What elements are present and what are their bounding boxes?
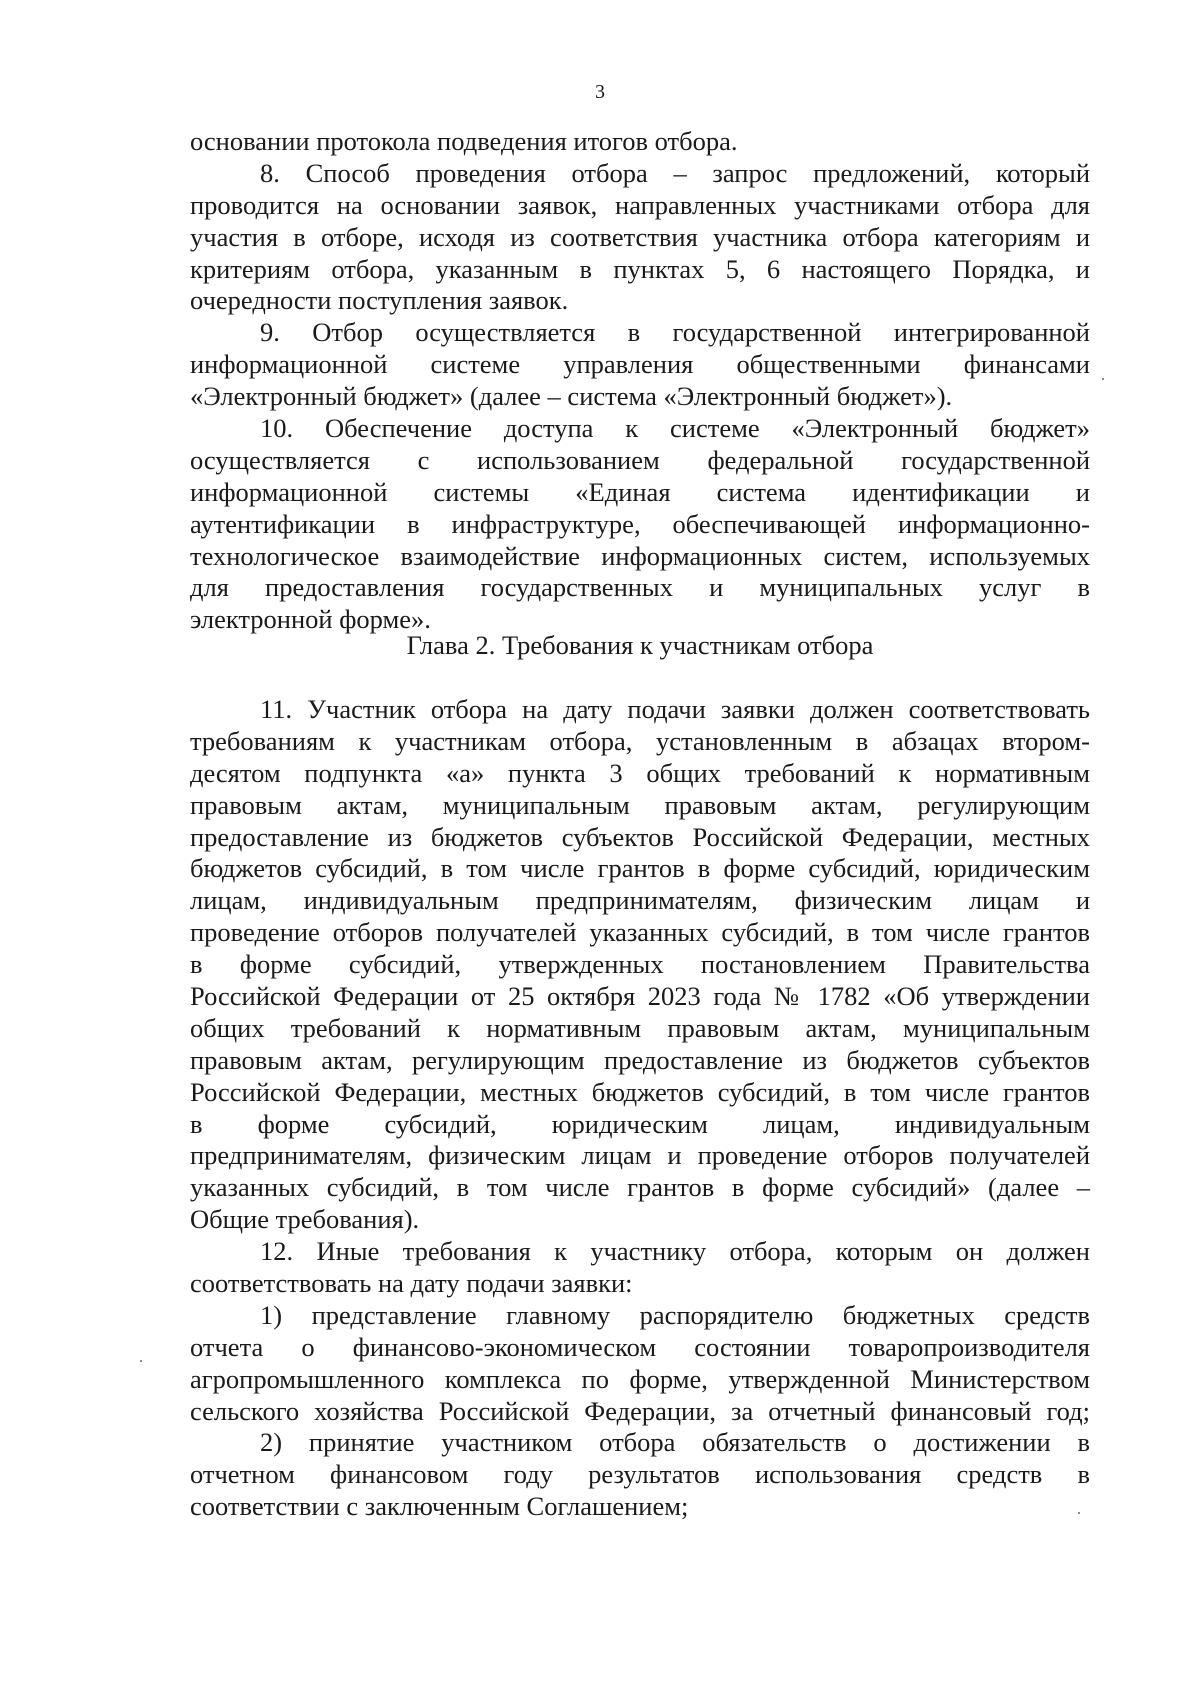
text-line: десятом подпункта «а» пункта 3 общих требований к нормативным <box>190 757 1090 788</box>
text-line: предпринимателям, физическим лицам и проведение отборов получателей <box>190 1140 1090 1171</box>
text-line: 9. Отбор осуществляется в государственной интегрированной <box>260 317 1090 348</box>
scan-artifact <box>1078 1512 1080 1514</box>
text-line: в форме субсидий, юридическим лицам, индивидуальным <box>190 1108 1090 1139</box>
text-line: правовым актам, муниципальным правовым актам, регулирующим <box>190 789 1090 820</box>
text-line: Российской Федерации, местных бюджетов субсидий, в том числе грантов <box>190 1076 1090 1107</box>
text-line: бюджетов субсидий, в том числе грантов в форме субсидий, юридическим <box>190 853 1090 884</box>
scan-artifact <box>140 1360 142 1362</box>
text-line: лицам, индивидуальным предпринимателям, физическим лицам и <box>190 885 1090 916</box>
text-line: 11. Участник отбора на дату подачи заявки должен соответствовать <box>260 694 1090 724</box>
text-line: 12. Иные требования к участнику отбора, которым он должен <box>260 1236 1090 1267</box>
text-line: для предоставления государственных и муниципальных услуг в <box>190 572 1090 603</box>
text-line: очередности поступления заявок. <box>190 285 569 316</box>
chapter-heading: Глава 2. Требования к участникам отбора <box>406 630 874 660</box>
text-line: осуществляется с использованием федеральной государственной <box>190 444 1090 475</box>
text-line: Общие требования). <box>190 1204 420 1235</box>
text-line: «Электронный бюджет» (далее – система «Электронный бюджет»). <box>190 381 953 412</box>
text-line: соответствовать на дату подачи заявки: <box>190 1268 633 1299</box>
text-line: информационной системы «Единая система идентификации и <box>190 476 1090 507</box>
text-line: электронной форме». <box>190 604 431 635</box>
text-block-top <box>190 126 1090 636</box>
text-line: отчетном финансовом году результатов использования средств в <box>190 1459 1090 1490</box>
text-line: правовым актам, регулирующим предоставление из бюджетов субъектов <box>190 1044 1090 1075</box>
text-line: сельского хозяйства Российской Федерации, за отчетный финансовый год; <box>190 1395 1090 1426</box>
text-line: агропромышленного комплекса по форме, утвержденной Министерством <box>190 1363 1090 1394</box>
text-line: общих требований к нормативным правовым актам, муниципальным <box>190 1012 1090 1043</box>
text-line: аутентификации в инфраструктуре, обеспечивающей информационно- <box>190 508 1090 539</box>
text-line: 10. Обеспечение доступа к системе «Электронный бюджет» <box>260 413 1090 444</box>
scan-artifact <box>1102 378 1104 380</box>
text-block-bottom <box>190 694 1090 1523</box>
text-line: указанных субсидий, в том числе грантов в форме субсидий» (далее – <box>190 1172 1090 1203</box>
text-line: отчета о финансово-экономическом состоянии товаропроизводителя <box>190 1331 1090 1362</box>
text-line: технологическое взаимодействие информационных систем, используемых <box>190 540 1090 571</box>
text-line: основании протокола подведения итогов отбора. <box>190 126 738 156</box>
text-line: предоставление из бюджетов субъектов Российской Федерации, местных <box>190 821 1090 852</box>
text-line: соответствии с заключенным Соглашением; <box>190 1491 689 1522</box>
text-line: 2) принятие участником отбора обязательств о достижении в <box>260 1427 1090 1458</box>
text-line: в форме субсидий, утвержденных постановлением Правительства <box>190 949 1090 980</box>
chapter-heading-wrap <box>190 630 1090 662</box>
text-line: участия в отборе, исходя из соответствия участника отбора категориям и <box>190 221 1090 252</box>
text-line: 1) представление главному распорядителю бюджетных средств <box>260 1299 1090 1330</box>
page-number: 3 <box>595 81 605 103</box>
text-line: 8. Способ проведения отбора – запрос предложений, который <box>260 157 1090 188</box>
text-line: информационной системе управления общественными финансами <box>190 349 1090 380</box>
text-line: требованиям к участникам отбора, установленным в абзацах втором- <box>190 725 1090 756</box>
text-line: проведение отборов получателей указанных субсидий, в том числе грантов <box>190 917 1090 948</box>
text-line: проводится на основании заявок, направленных участниками отбора для <box>190 189 1090 220</box>
text-line: критериям отбора, указанным в пунктах 5, 6 настоящего Порядка, и <box>190 253 1090 284</box>
text-line: Российской Федерации от 25 октября 2023 года № 1782 «Об утверждении <box>190 981 1090 1012</box>
